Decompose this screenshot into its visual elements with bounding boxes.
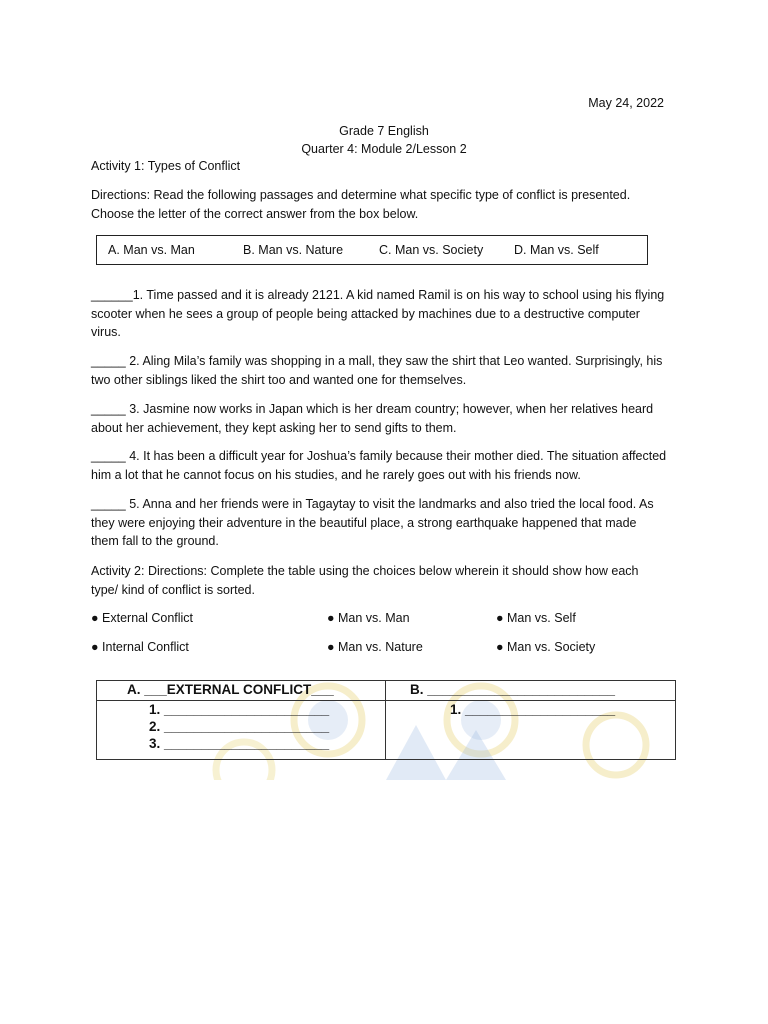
choice-bullet: ● Man vs. Self: [496, 611, 576, 625]
question-line: they were enjoying their adventure in the beautiful place, a strong earthquake happened that made: [91, 515, 637, 530]
answer-line[interactable]: 1. ____________________: [450, 702, 616, 717]
question-line: ______1. Time passed and it is already 2121. A kid named Ramil is on his way to school using his flying: [91, 288, 665, 302]
activity2-directions-line2: type/ kind of conflict is sorted.: [91, 582, 255, 597]
activity1-directions-line1: Directions: Read the following passages and determine what specific type of conflict is presented.: [91, 188, 631, 202]
choice-c: C. Man vs. Society: [379, 243, 484, 257]
date: May 24, 2022: [588, 96, 664, 110]
choices-row-2: [91, 638, 691, 658]
question-line: _____ 3. Jasmine now works in Japan which is her dream country; however, when her relatives heard: [91, 402, 654, 416]
grade-subject: Grade 7 English: [339, 124, 429, 138]
activity1-title: Activity 1: Types of Conflict: [91, 159, 241, 173]
answer-choices-box: [96, 235, 648, 265]
question-1: [91, 286, 681, 342]
activity2-directions-line1: Activity 2: Directions: Complete the table using the choices below wherein it should show how each: [91, 564, 639, 578]
question-2: [91, 352, 681, 389]
choice-bullet: ● Man vs. Man: [327, 611, 410, 625]
question-line: him a lot that he cannot focus on his studies, and he rarely goes out with his friends now.: [91, 467, 581, 482]
table-cell-a[interactable]: [97, 701, 386, 760]
choice-bullet: ● External Conflict: [91, 611, 194, 625]
choice-bullet: ● Man vs. Nature: [327, 640, 423, 654]
choice-d: D. Man vs. Self: [514, 243, 599, 257]
answer-line[interactable]: 3. ______________________: [149, 736, 330, 751]
table-header-b: [386, 681, 676, 701]
quarter-module: Quarter 4: Module 2/Lesson 2: [301, 142, 467, 156]
conflict-table: [96, 680, 676, 760]
activity2-directions: [91, 562, 681, 599]
question-line: virus.: [91, 325, 121, 339]
question-line: _____ 4. It has been a difficult year for Joshua’s family because their mother died. The situation affected: [91, 449, 667, 463]
question-line: them fall to the ground.: [91, 534, 219, 548]
table-cell-b[interactable]: [386, 701, 676, 760]
table-header-a: [97, 681, 386, 701]
question-line: scooter when he sees a group of people being attacked by machines due to a destructive computer: [91, 306, 640, 321]
choices-row-1: [91, 609, 691, 629]
answer-line[interactable]: 1. ______________________: [149, 702, 330, 717]
question-4: [91, 447, 681, 484]
activity1-directions: [91, 186, 681, 223]
question-line: two other siblings liked the shirt too and wanted one for themselves.: [91, 372, 467, 387]
choice-b: B. Man vs. Nature: [243, 243, 344, 257]
question-line: _____ 2. Aling Mila’s family was shopping in a mall, they saw the shirt that Leo wanted. Surprisingly, his: [91, 354, 663, 368]
header-b-label: B. _________________________: [410, 682, 615, 697]
choice-bullet: ● Internal Conflict: [91, 640, 189, 654]
question-5: [91, 495, 681, 551]
activity1-directions-line2: Choose the letter of the correct answer from the box below.: [91, 206, 419, 221]
question-line: about her achievement, they kept asking her to send gifts to them.: [91, 420, 457, 435]
question-line: _____ 5. Anna and her friends were in Tagaytay to visit the landmarks and also tried the local food. As: [91, 497, 654, 511]
answer-line[interactable]: 2. ______________________: [149, 719, 330, 734]
header-a-label: A. ___EXTERNAL CONFLICT___: [127, 682, 334, 697]
worksheet-header: [0, 122, 768, 158]
question-3: [91, 400, 681, 437]
choice-a: A. Man vs. Man: [108, 243, 195, 257]
choice-bullet: ● Man vs. Society: [496, 640, 596, 654]
